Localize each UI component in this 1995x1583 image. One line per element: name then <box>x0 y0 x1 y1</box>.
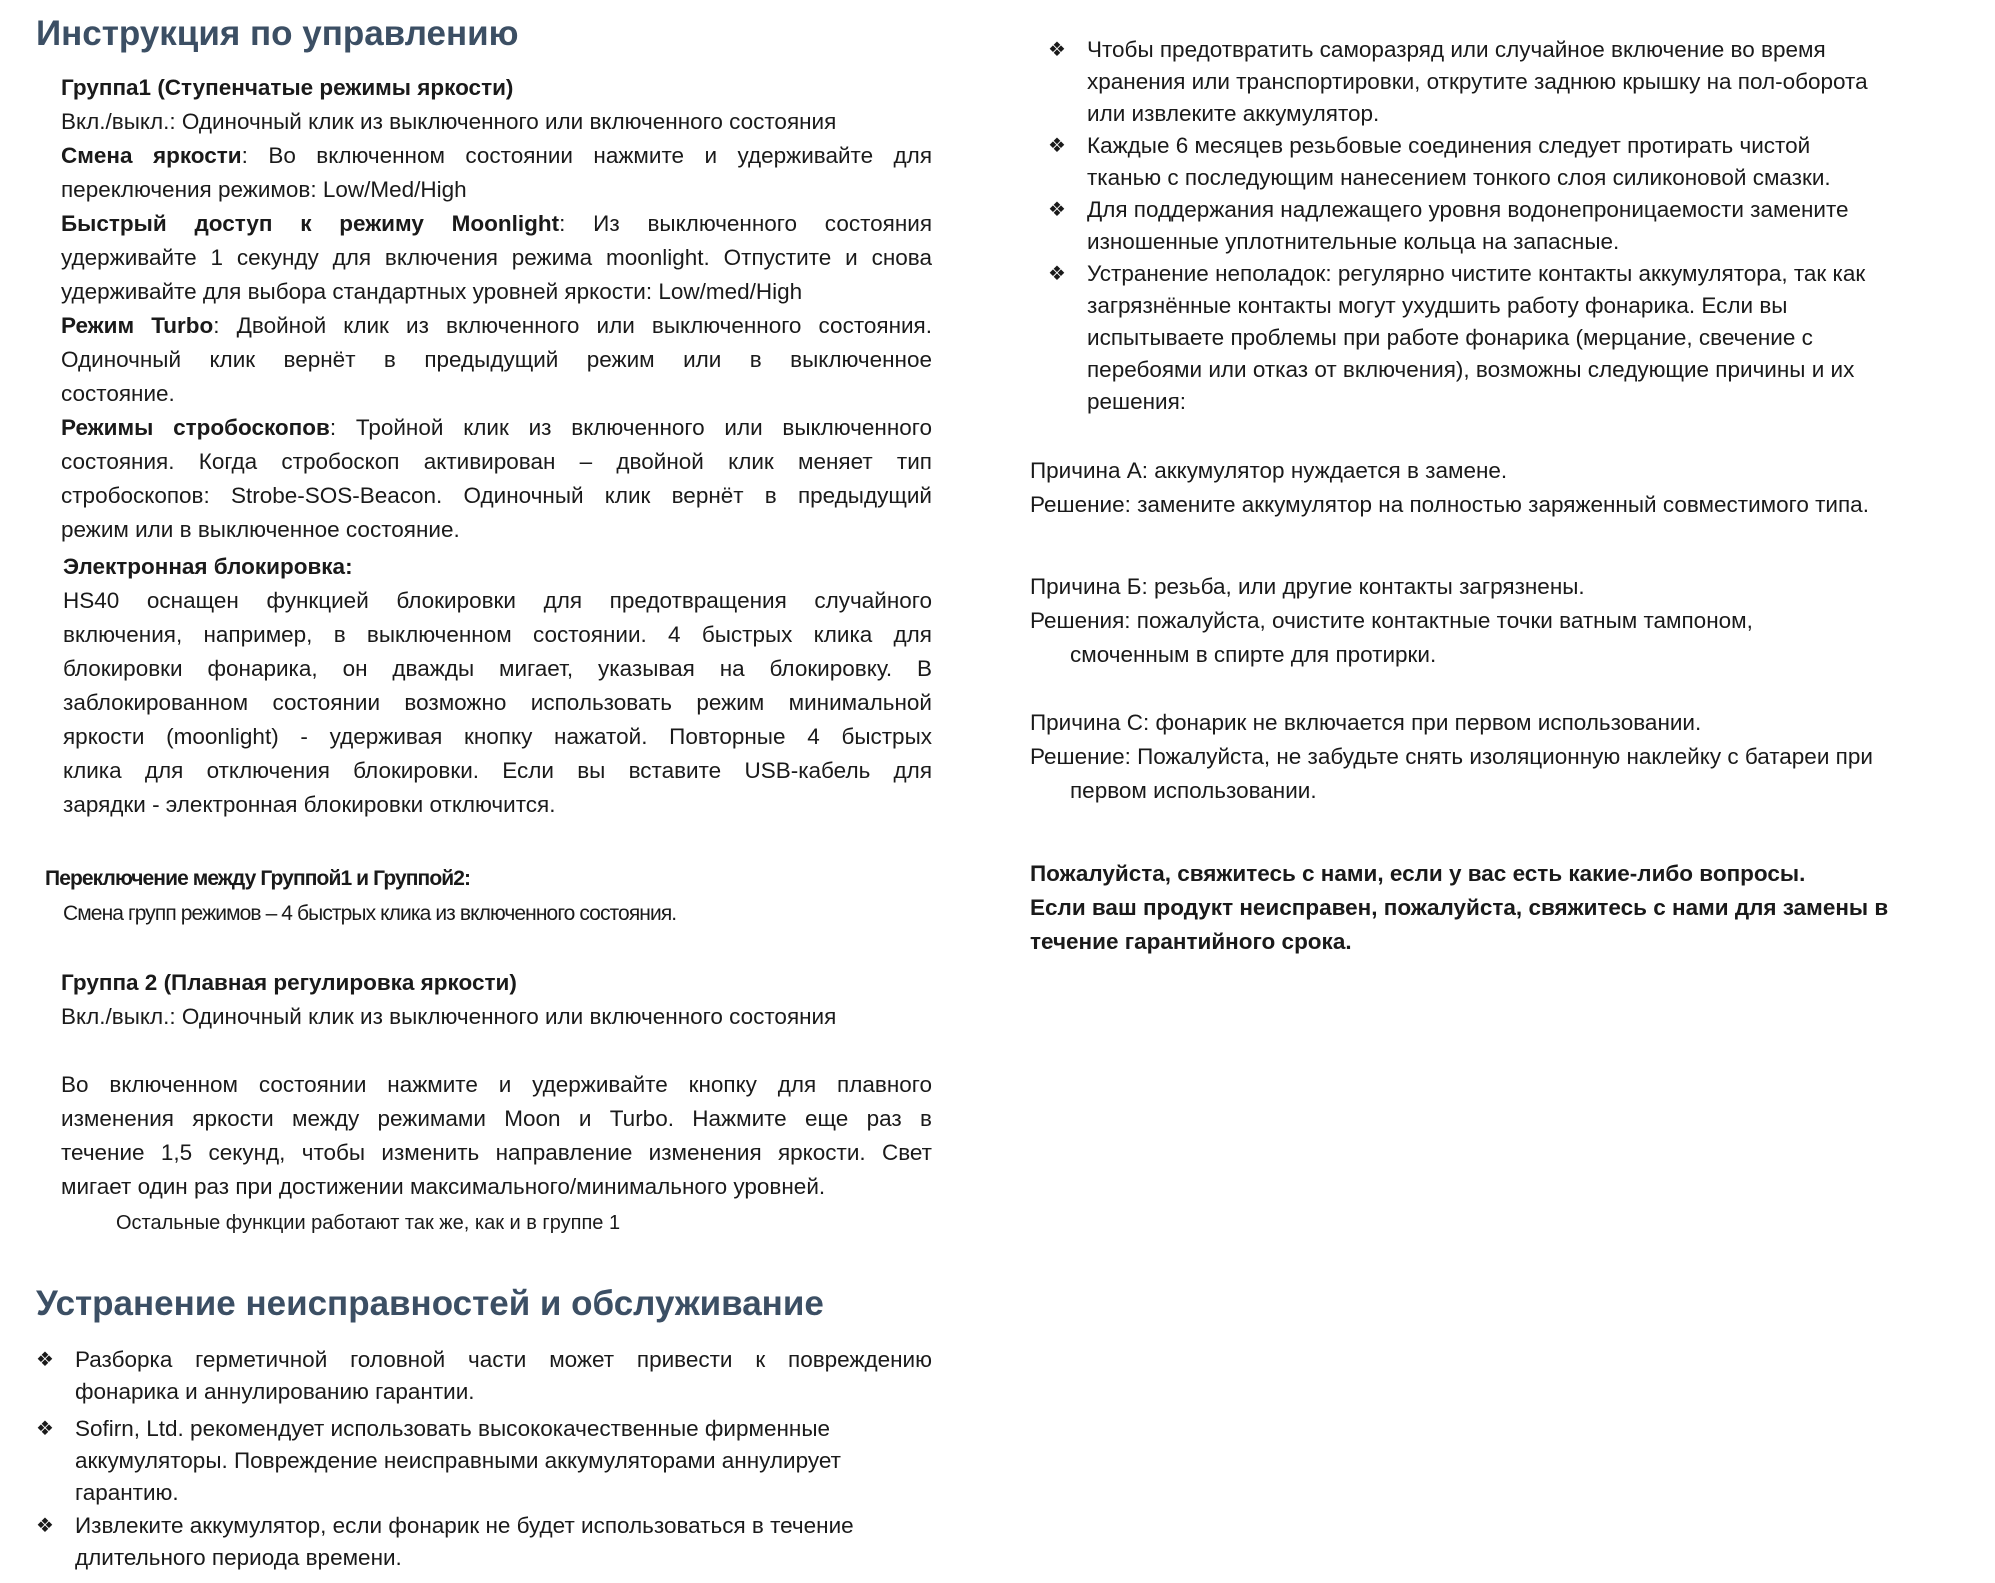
cause-a: Причина А: аккумулятор нуждается в замене. <box>1030 458 1508 483</box>
contact-line-2: Если ваш продукт неисправен, пожалуйста, свяжитесь с нами для замены в <box>1030 895 1889 920</box>
maintenance-title: Устранение неисправностей и обслуживание <box>36 1284 824 1323</box>
maintenance-bullet: ❖ Разборка герметичной головной части может привести к повреждению фонарика и аннулированию гарантии. <box>36 1344 932 1408</box>
group1-strobe: Режимы стробоскопов: Тройной клик из включенного или выключенного состояния. Когда стробоскоп активирован – двойной клик меняет тип стробоскопов: Strobe-SOS-Beacon. Одиночный клик вернёт в предыдущий режим или в выключенное состояние. <box>61 415 932 542</box>
group1-onoff: Вкл./выкл.: Одиночный клик из выключенного или включенного состояния <box>61 109 837 134</box>
solution-c-cont: первом использовании. <box>1070 778 1317 803</box>
maintenance-bullet: ❖ Для поддержания надлежащего уровня водонепроницаемости замените изношенные уплотнительные кольца на запасные. <box>1048 194 1948 258</box>
lockout-heading: Электронная блокировка: <box>63 554 353 579</box>
bullet-icon: ❖ <box>1048 263 1066 285</box>
page-title: Инструкция по управлению <box>36 14 519 53</box>
group1-heading: Группа1 (Ступенчатые режимы яркости) <box>61 75 514 100</box>
bullet-icon: ❖ <box>36 1349 54 1371</box>
group1-brightness: Смена яркости: Во включенном состоянии нажмите и удерживайте для переключения режимов: Low/Med/High <box>61 143 932 202</box>
bullet-icon: ❖ <box>36 1515 54 1537</box>
maintenance-bullet: ❖ Устранение неполадок: регулярно чистите контакты аккумулятора, так как загрязнённые контакты могут ухудшить работу фонарика. Если вы испытываете проблемы при работе фонарика (мерцание, свечение с перебоями или отказ от включения), возможны следующие причины и их решения: <box>1048 258 1948 418</box>
group2-text: Во включенном состоянии нажмите и удерживайте кнопку для плавного изменения яркости между режимами Moon и Turbo. Нажмите еще раз в течение 1,5 секунд, чтобы изменить направление изменения яркости. Свет мигает один раз при достижении максимального/минимального уровней. <box>61 1072 932 1199</box>
cause-c: Причина С: фонарик не включается при первом использовании. <box>1030 710 1702 735</box>
maintenance-bullet: ❖ Извлеките аккумулятор, если фонарик не будет использоваться в течение длительного периода времени. <box>36 1510 932 1574</box>
contact-line-3: течение гарантийного срока. <box>1030 929 1352 954</box>
solution-a: Решение: замените аккумулятор на полностью заряженный совместимого типа. <box>1030 492 1869 517</box>
group2-heading: Группа 2 (Плавная регулировка яркости) <box>61 970 517 995</box>
solution-b-cont: смоченным в спирте для протирки. <box>1070 642 1437 667</box>
maintenance-bullet: ❖ Каждые 6 месяцев резьбовые соединения следует протирать чистой тканью с последующим нанесением тонкого слоя силиконовой смазки. <box>1048 130 1948 194</box>
switch-heading: Переключение между Группой1 и Группой2: <box>45 867 471 890</box>
bullet-icon: ❖ <box>1048 135 1066 157</box>
group1-turbo: Режим Turbo: Двойной клик из включенного или выключенного состояния. Одиночный клик вернёт в предыдущий режим или в выключенное состояние. <box>61 313 932 406</box>
bullet-icon: ❖ <box>1048 39 1066 61</box>
solution-b: Решения: пожалуйста, очистите контактные точки ватным тампоном, <box>1030 608 1753 633</box>
cause-b: Причина Б: резьба, или другие контакты загрязнены. <box>1030 574 1585 599</box>
switch-text: Смена групп режимов – 4 быстрых клика из включенного состояния. <box>63 902 677 925</box>
group1-moonlight: Быстрый доступ к режиму Moonlight: Из выключенного состояния удерживайте 1 секунду для включения режима moonlight. Отпустите и снова удерживайте для выбора стандартных уровней яркости: Low/med/High <box>61 211 933 304</box>
maintenance-bullet: ❖ Чтобы предотвратить саморазряд или случайное включение во время хранения или транспортировки, открутите заднюю крышку на пол-оборота или извлеките аккумулятор. <box>1048 34 1948 130</box>
group2-onoff: Вкл./выкл.: Одиночный клик из выключенного или включенного состояния <box>61 1004 837 1029</box>
group2-note: Остальные функции работают так же, как и в группе 1 <box>116 1212 621 1234</box>
lockout-text: HS40 оснащен функцией блокировки для предотвращения случайного включения, например, в выключенном состоянии. 4 быстрых клика для блокировки фонарика, он дважды мигает, указывая на блокировку. В заблокированном состоянии возможно использовать режим минимальной яркости (moonlight) - удерживая кнопку нажатой. Повторные 4 быстрых клика для отключения блокировки. Если вы вставите USB-кабель для зарядки - электронная блокировки отключится. <box>63 588 932 817</box>
contact-line-1: Пожалуйста, свяжитесь с нами, если у вас есть какие-либо вопросы. <box>1030 861 1806 886</box>
bullet-icon: ❖ <box>36 1418 54 1440</box>
maintenance-bullet: ❖ Sofirn, Ltd. рекомендует использовать высококачественные фирменные аккумуляторы. Повреждение неисправными аккумуляторами аннулирует гарантию. <box>36 1413 932 1509</box>
bullet-icon: ❖ <box>1048 199 1066 221</box>
solution-c: Решение: Пожалуйста, не забудьте снять изоляционную наклейку с батареи при <box>1030 744 1873 769</box>
